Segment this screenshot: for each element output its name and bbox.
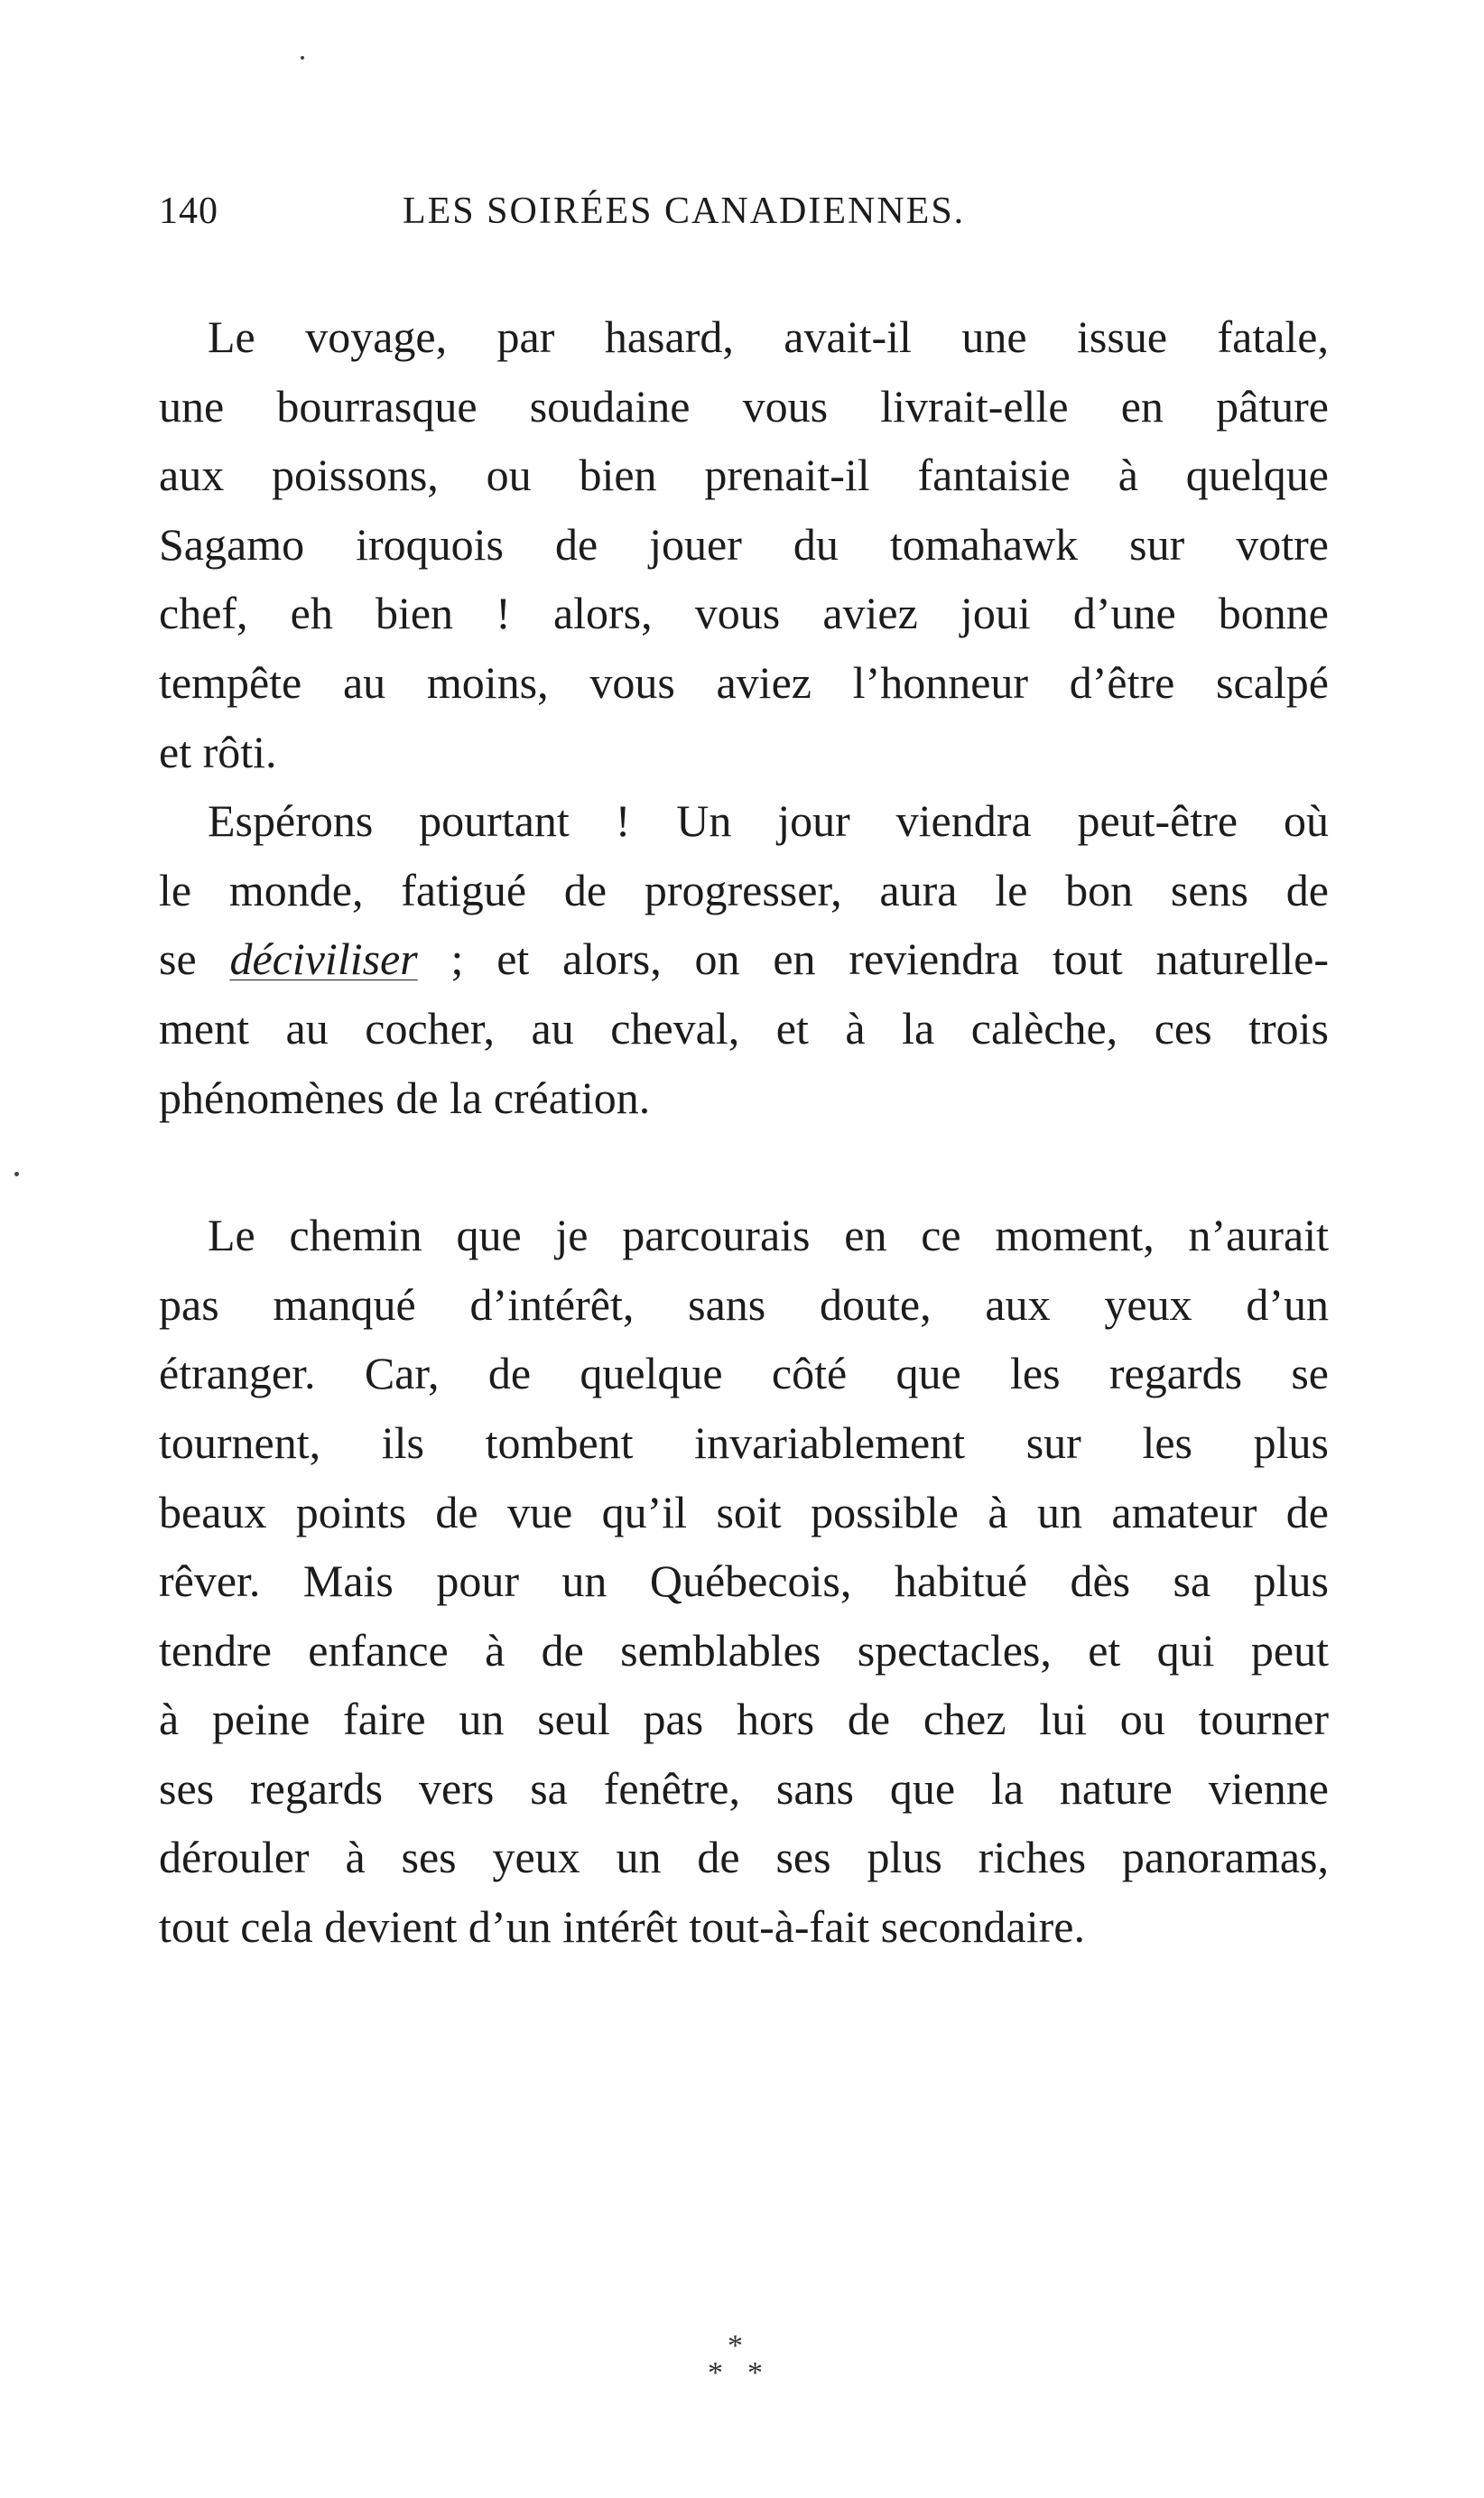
text-line: une bourrasque soudaine vous livrait-elle en pâture <box>159 380 1329 432</box>
paragraph-3 <box>159 1201 1329 1962</box>
text-line: à peine faire un seul pas hors de chez lui ou tourner <box>159 1694 1329 1745</box>
text-line: tournent, ils tombent invariablement sur les plus <box>159 1416 1329 1468</box>
text-line: chef, eh bien ! alors, vous aviez joui d’une bonne <box>159 588 1329 639</box>
asterism-star: * <box>747 2356 763 2390</box>
text-line: ses regards vers sa fenêtre, sans que la nature vienne <box>159 1762 1329 1814</box>
page-number: 140 <box>159 190 218 232</box>
text-line: Le voyage, par hasard, avait-il une issue fatale, <box>208 311 1329 362</box>
text-line: Le chemin que je parcourais en ce moment, n’aurait <box>208 1210 1329 1261</box>
print-speck <box>14 1172 19 1176</box>
text-line: ment au cocher, au cheval, et à la calèche, ces trois <box>159 1002 1329 1054</box>
asterism-star: * <box>728 2329 743 2363</box>
text-line: tendre enfance à de semblables spectacles, et qui peut <box>159 1624 1329 1676</box>
text-fragment: se <box>159 933 230 985</box>
text-line: étranger. Car, de quelque côté que les regards se <box>159 1348 1329 1399</box>
text-line: le monde, fatigué de progresser, aura le bon sens de <box>159 864 1329 915</box>
text-line: pas manqué d’intérêt, sans doute, aux yeux d’un <box>159 1278 1329 1330</box>
body-text <box>159 302 1329 1962</box>
text-line: tout cela devient d’un intérêt tout-à-fait secondaire. <box>159 1901 1085 1953</box>
asterism-star: * <box>708 2356 723 2390</box>
text-line: tempête au moins, vous aviez l’honneur d’être scalpé <box>159 656 1329 708</box>
text-line-with-emphasis <box>159 924 1329 994</box>
emphasized-word: déciviliser <box>229 933 418 985</box>
text-line: dérouler à ses yeux un de ses plus riches panoramas, <box>159 1832 1329 1883</box>
running-title: LES SOIRÉES CANADIENNES. <box>403 190 966 232</box>
paragraph-2 <box>159 786 1329 1132</box>
section-break <box>159 1132 1329 1201</box>
print-speck <box>301 56 304 60</box>
text-line: beaux points de vue qu’il soit possible à un amateur de <box>159 1486 1329 1537</box>
paragraph-1 <box>159 302 1329 786</box>
text-fragment: ; et alors, on en reviendra tout naturelle- <box>417 933 1330 985</box>
text-line: Espérons pourtant ! Un jour viendra peut-être où <box>208 795 1329 847</box>
text-line: et rôti. <box>159 726 277 777</box>
text-line: Sagamo iroquois de jouer du tomahawk sur votre <box>159 518 1329 570</box>
text-line: aux poissons, ou bien prenait-il fantaisie à quelque <box>159 450 1329 501</box>
asterism <box>695 2329 785 2410</box>
page-header <box>159 190 1350 244</box>
text-line: rêver. Mais pour un Québecois, habitué dès sa plus <box>159 1555 1329 1607</box>
text-line: phénomènes de la création. <box>159 1072 651 1123</box>
